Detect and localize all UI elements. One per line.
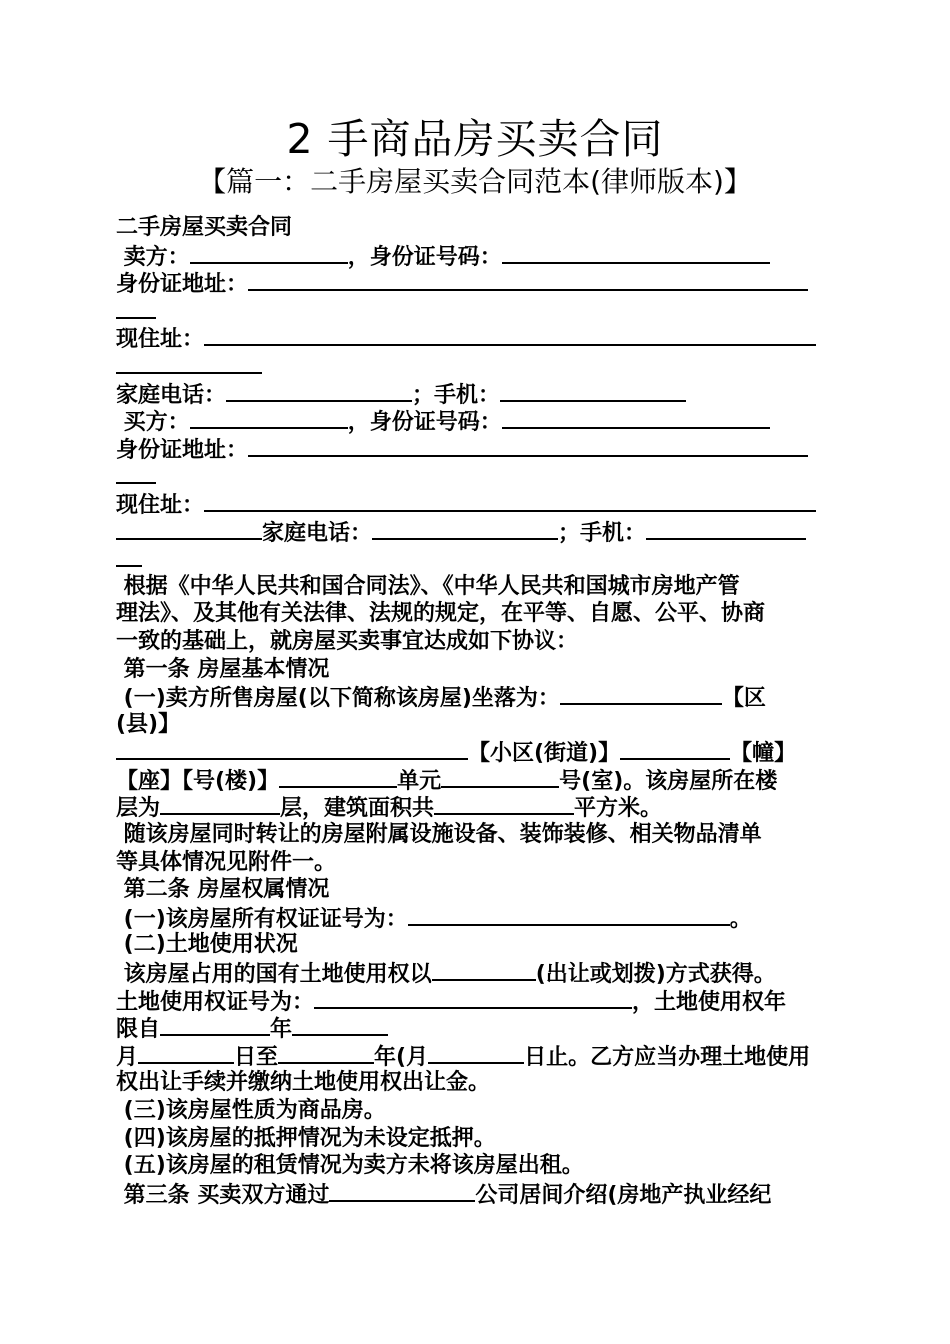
buyer-current-address-line: 现住址： <box>116 490 836 518</box>
room-blank[interactable] <box>441 766 559 788</box>
unit-blank[interactable] <box>279 766 397 788</box>
preamble-line: 一致的基础上，就房屋买卖事宜达成如下协议： <box>116 628 579 654</box>
document-subtitle: 【篇一：二手房屋买卖合同范本(律师版本)】 <box>198 165 752 198</box>
article-3-line: 第三条 买卖双方通过 公司居间介绍(房地产执业经纪 <box>116 1180 836 1208</box>
buyer-id-address-line: 身份证地址： <box>116 435 836 463</box>
buyer-name-blank[interactable] <box>190 407 348 429</box>
seller-home-phone-blank[interactable] <box>226 380 412 402</box>
community-blank[interactable] <box>116 738 468 760</box>
buyer-mobile-blank-cont[interactable] <box>116 545 142 567</box>
article-1-location-line: (一)卖方所售房屋(以下简称该房屋)坐落为： 【区 <box>116 683 836 711</box>
area-blank[interactable] <box>434 793 574 815</box>
land-term-day-blank[interactable] <box>138 1042 234 1064</box>
seller-current-address-blank[interactable] <box>204 324 816 346</box>
land-term-month-blank[interactable] <box>292 1014 388 1036</box>
buyer-home-phone-blank[interactable] <box>372 518 558 540</box>
seller-id-address-line: 身份证地址： <box>116 269 836 297</box>
buyer-line: 买方： ，身份证号码： <box>116 407 836 435</box>
floor-blank[interactable] <box>160 793 280 815</box>
preamble-line: 根据《中华人民共和国合同法》、《中华人民共和国城市房地产管 <box>123 573 740 599</box>
land-cert-blank[interactable] <box>314 987 632 1009</box>
contract-heading: 二手房屋买卖合同 <box>116 215 293 240</box>
land-term-start-year-blank[interactable] <box>160 1014 270 1036</box>
buyer-id-address-blank-cont[interactable] <box>116 462 156 484</box>
preamble-line: 理法》、及其他有关法律、法规的规定，在平等、自愿、公平、协商 <box>116 601 766 627</box>
buyer-phone-line: 家庭电话： ；手机： <box>116 518 836 546</box>
seller-id-address-blank[interactable] <box>248 269 808 291</box>
seller-current-address-blank-cont[interactable] <box>116 352 262 374</box>
buyer-current-address-blank[interactable] <box>204 490 816 512</box>
seller-current-address-line: 现住址： <box>116 324 836 352</box>
seller-phone-line: 家庭电话： ；手机： <box>116 380 836 408</box>
article-1-title: 第一条 房屋基本情况 <box>123 656 330 682</box>
buyer-id-address-blank[interactable] <box>248 435 808 457</box>
seller-id-address-blank-cont[interactable] <box>116 297 156 319</box>
buyer-id-blank[interactable] <box>502 407 770 429</box>
district-blank[interactable] <box>560 683 722 705</box>
document-title: 2 手商品房买卖合同 <box>286 115 664 163</box>
building-blank[interactable] <box>620 738 730 760</box>
article-2-title: 第二条 房屋权属情况 <box>123 877 330 903</box>
seller-id-blank[interactable] <box>502 242 770 264</box>
seller-name-blank[interactable] <box>190 242 348 264</box>
seller-mobile-blank[interactable] <box>500 380 686 402</box>
land-acquisition-blank[interactable] <box>432 959 536 981</box>
contract-body: 二手房屋买卖合同 卖方： ，身份证号码： 身份证地址： 现住址： 家庭电话： ；手机： 买方： ，身份证号码： 身份证地址： 现住址： 家庭电话： ；手机： 根据《中华人民共和国合同法》、《中华人民共和国城市房地产管 理法》、及其他有关法律、法规的规定，在平等、自愿、公平、协商 一致的基础上，就房屋买卖事宜达成如下协议： 第一条 房屋基本情况 (一)卖方所售房屋(以下简称该房屋)坐落为： 【区 (县)】 【小区(街道)】 【幢】 【座】【号(楼)】 单元 号(室)。该房屋所在楼 层为 层，建筑面积共 平方米。 随该房屋同时转让的房屋附属设施设备、装饰装修、相关物品清单 等具体情况见附件一。 第二条 房屋权属情况 (一)该房屋所有权证证号为： 。 (二)土地使用状况 该房屋占用的国有土地使用权以 (出让或划拨)方式获得。 土地使用权证号为： ，土地使用权年 限自 年 月 日至 年(月 日止。乙方应当办理土地使用 权出让手续并缴纳土地使用权出让金。 (三)该房屋性质为商品房。 (四)该房屋的抵押情况为未设定抵押。 (五)该房屋的租赁情况为卖方未将该房屋出租。 第三条 买卖双方通过 公司居间介绍(房地产执业经纪 <box>116 214 836 1207</box>
land-term-end-year-blank[interactable] <box>278 1042 374 1064</box>
property-cert-blank[interactable] <box>408 904 730 926</box>
buyer-address-tail-blank[interactable] <box>116 518 262 540</box>
agency-blank[interactable] <box>329 1180 475 1202</box>
buyer-mobile-blank[interactable] <box>646 518 806 540</box>
land-term-end-day-blank[interactable] <box>428 1042 524 1064</box>
seller-line: 卖方： ，身份证号码： <box>116 242 836 270</box>
